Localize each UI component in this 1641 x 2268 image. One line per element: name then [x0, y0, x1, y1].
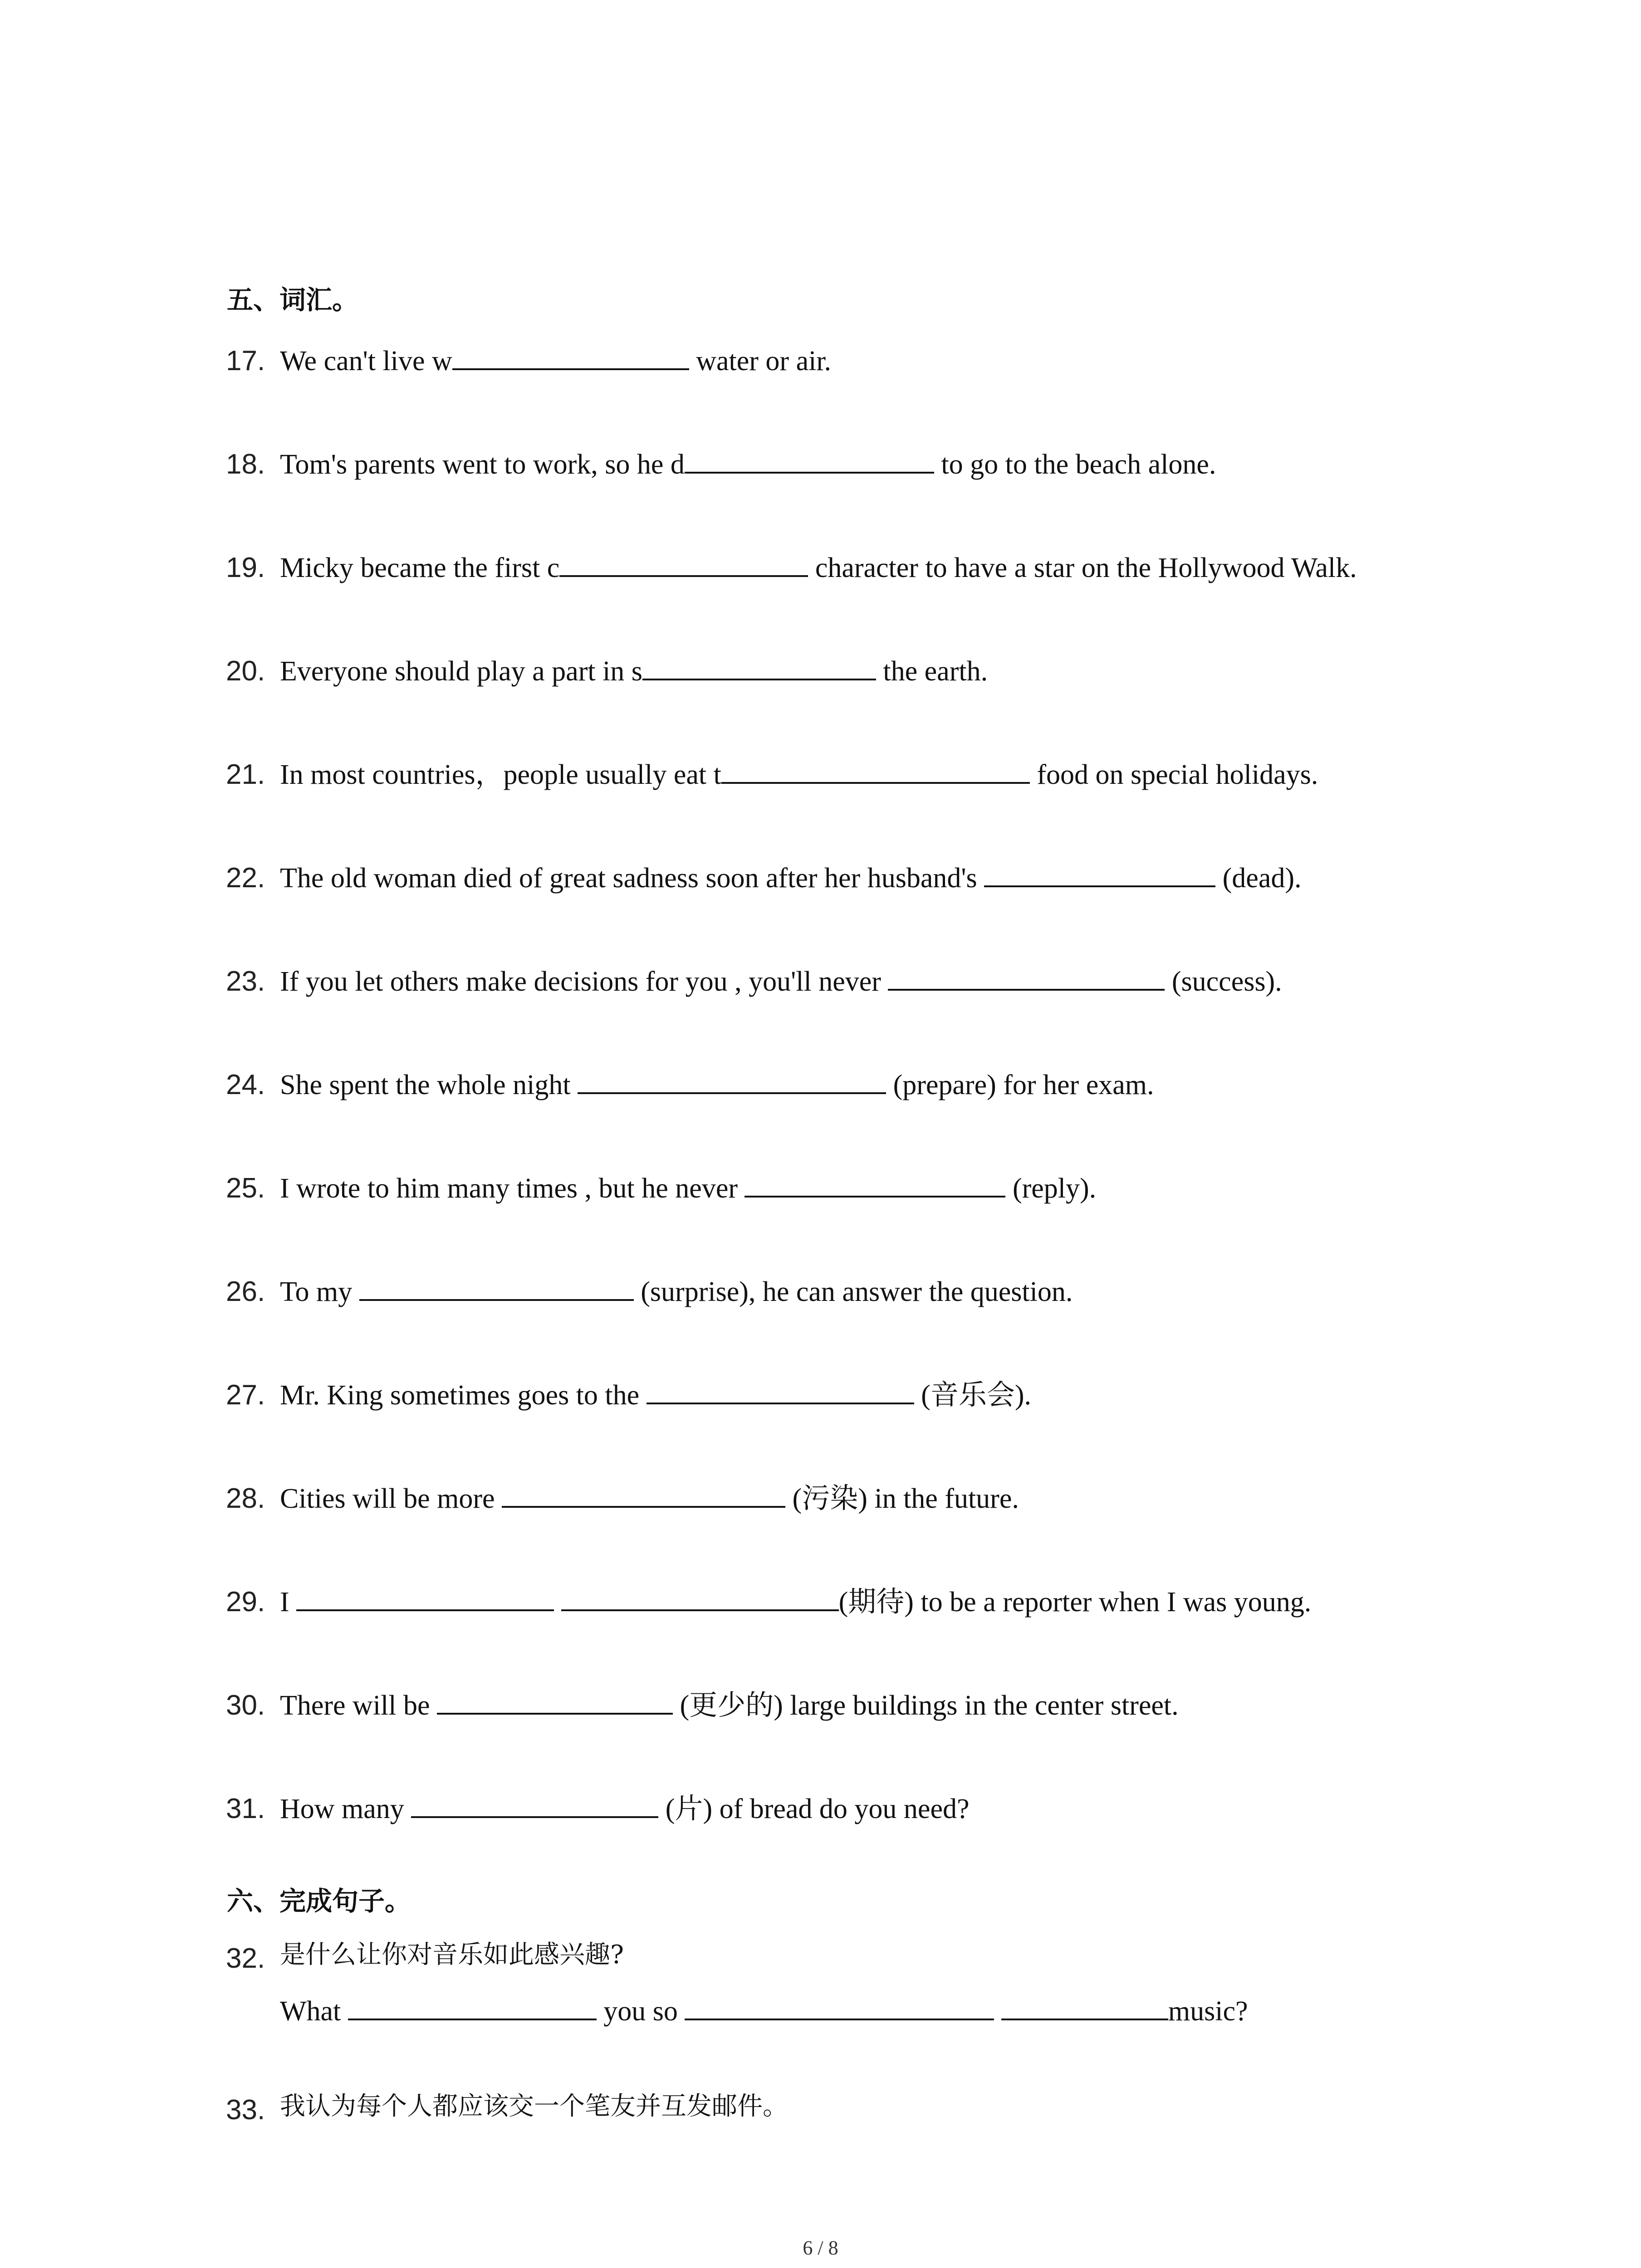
answer-blank[interactable]: [984, 862, 1215, 887]
question-number: 18.: [226, 449, 265, 480]
question-text: Tom's parents went to work, so he d: [280, 449, 685, 480]
question-text: Everyone should play a part in s: [280, 656, 642, 687]
question-number: 31.: [226, 1793, 265, 1824]
question-number: 22.: [226, 862, 265, 894]
question-text: To my: [280, 1276, 359, 1307]
question-text: If you let others make decisions for you , you'll never: [280, 966, 888, 997]
question-number: 27.: [226, 1379, 265, 1411]
answer-blank[interactable]: [745, 1172, 1005, 1198]
question-text-end: (音乐会).: [914, 1380, 1031, 1411]
section-title-complete-sentences: 六、完成句子。: [227, 1886, 411, 1916]
question-text-end: character to have a star on the Hollywood Walk.: [808, 552, 1357, 583]
question-text-end: (片) of bread do you need?: [658, 1794, 970, 1824]
question-number: 17.: [226, 345, 265, 376]
question-number: 29.: [226, 1586, 265, 1618]
answer-blank[interactable]: [559, 552, 808, 577]
question-text-end: food on special holidays.: [1029, 759, 1318, 790]
answer-blank-3[interactable]: [1001, 1995, 1168, 2020]
question-text-end: (prepare) for her exam.: [886, 1070, 1154, 1100]
question-text: In most countries，people usually eat t: [280, 759, 721, 790]
answer-blank-1[interactable]: [348, 1995, 597, 2020]
answer-blank[interactable]: [578, 1069, 886, 1094]
question-number: 20.: [226, 655, 265, 687]
question-number: 19.: [226, 552, 265, 583]
question-text: I: [280, 1587, 297, 1618]
section-title-vocabulary: 五、词汇。: [227, 284, 359, 315]
answer-blank-2[interactable]: [561, 1586, 839, 1611]
question-text: What: [280, 1996, 348, 2027]
question-text: Micky became the first c: [280, 552, 560, 583]
question-text: I wrote to him many times , but he never: [280, 1173, 745, 1204]
answer-blank-1[interactable]: [296, 1586, 554, 1611]
answer-blank[interactable]: [437, 1689, 673, 1715]
question-text-end: (reply).: [1005, 1173, 1097, 1204]
question-text: How many: [280, 1794, 411, 1824]
question-text-end: (污染) in the future.: [785, 1483, 1019, 1514]
question-text-end: (更少的) large buildings in the center street.: [673, 1690, 1179, 1721]
question-text: Cities will be more: [280, 1483, 502, 1514]
question-number: 28.: [226, 1483, 265, 1514]
question-number: 26.: [226, 1276, 265, 1307]
question-text: Mr. King sometimes goes to the: [280, 1380, 647, 1411]
question-text-end: (surprise), he can answer the question.: [633, 1276, 1073, 1307]
answer-blank-2[interactable]: [685, 1995, 994, 2020]
answer-blank[interactable]: [411, 1793, 658, 1818]
page-number: 6 / 8: [803, 2237, 838, 2259]
question-text: We can't live w: [280, 346, 452, 376]
answer-blank[interactable]: [721, 758, 1030, 784]
question-number: 24.: [226, 1069, 265, 1100]
question-text: There will be: [280, 1690, 437, 1721]
answer-blank[interactable]: [642, 655, 876, 680]
question-text: The old woman died of great sadness soon after her husband's: [280, 863, 985, 894]
question-number: 25.: [226, 1173, 265, 1204]
question-text: She spent the whole night: [280, 1070, 578, 1100]
answer-blank[interactable]: [685, 448, 934, 474]
question-text-end: music?: [1168, 1996, 1248, 2027]
answer-blank[interactable]: [888, 965, 1165, 991]
question-prompt-chinese: 是什么让你对音乐如此感兴趣?: [280, 1940, 624, 1970]
answer-blank[interactable]: [647, 1379, 914, 1404]
question-number: 32.: [226, 1943, 265, 1974]
question-number: 33.: [226, 2094, 265, 2126]
question-text-mid: you so: [596, 1996, 685, 2027]
answer-blank[interactable]: [502, 1482, 785, 1508]
answer-blank[interactable]: [452, 345, 689, 370]
question-text-end: (期待) to be a reporter when I was young.: [838, 1587, 1312, 1618]
question-text-end: the earth.: [876, 656, 988, 687]
question-number: 23.: [226, 966, 265, 997]
question-number: 21.: [226, 759, 265, 790]
question-text-end: water or air.: [689, 346, 832, 376]
question-text-end: (dead).: [1215, 863, 1302, 894]
question-prompt-chinese: 我认为每个人都应该交一个笔友并互发邮件。: [280, 2092, 788, 2121]
answer-blank[interactable]: [359, 1276, 634, 1301]
question-number: 30.: [226, 1690, 265, 1721]
question-text-end: to go to the beach alone.: [934, 449, 1216, 480]
question-text-end: (success).: [1165, 966, 1282, 997]
